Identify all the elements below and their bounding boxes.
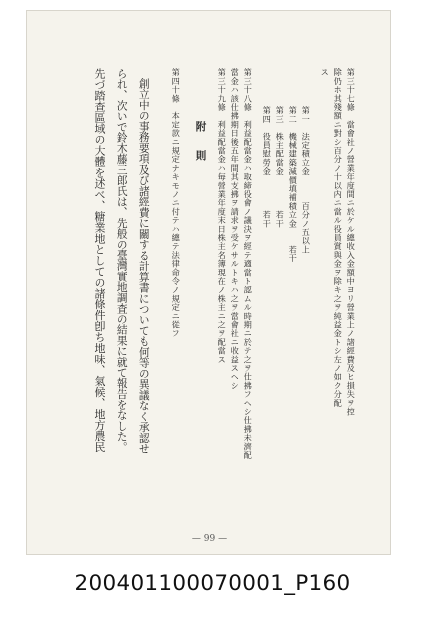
article-37-line-3: ス — [320, 68, 331, 77]
allocation-item-3: 第三 株主配當金 若干 — [275, 106, 286, 228]
page-number: — 99 — — [191, 534, 228, 544]
article-38-line-2: 當金ハ該仕拂期日後五年間其支拂ヲ請求ヲ受ケサルトキハ之ヲ當會社ニ收益スヘシ — [230, 68, 241, 390]
allocation-item-4: 第四 役員慰勞金 若干 — [262, 106, 273, 228]
body-line-1: 創立中の事務要項及び諸經費に關する計算書についても何等の異議なく承認せ — [137, 78, 151, 454]
body-line-2: られ、次いで鈴木藤三郎氏は、先般の臺灣實地調査の結果に就て報告をなした。 — [115, 68, 129, 453]
article-38-line-1: 第三十八條 利益配當金ハ取締役會ノ議決ヲ經テ適當ト認ムル時期ニ於テ之ヲ仕拂フヘシ仕拂未濟配 — [243, 68, 254, 460]
allocation-item-2: 第二 機械建築減價填補積立金 若干 — [288, 106, 299, 263]
article-37-line-1: 第三十七條 當會社ノ營業年度間ニ於ケル總收入金額中ヨリ營業上ノ諸經費及ヒ損失ヲ控 — [346, 68, 357, 416]
article-39: 第三十九條 利益配當金ハ毎營業年度末日株主名簿現在ノ株主ニ之ヲ配當ス — [217, 68, 228, 364]
article-37-line-2: 除仍ホ其殘額ニ對シ百分ノ十以内ニ當ル役員賞與金ヲ除キ之ヲ純益金トシ左ノ如ク分配 — [333, 68, 344, 408]
allocation-item-1: 第一 法定積立金 百分ノ五以上 — [301, 106, 312, 254]
document-page — [26, 10, 391, 555]
image-identifier-caption: 200401100070001_P160 — [74, 571, 351, 596]
body-line-3: 先づ踏查區域の大體を述べ、糖業地としての諸條件卽ち地味、氣候、地方農民 — [92, 68, 106, 453]
article-40: 第四十條 本定款ニ規定ナキモノニ付テハ總テ法律命令ノ規定ニ從フ — [171, 68, 182, 338]
supplementary-provisions-heading: 附 則 — [194, 121, 207, 165]
